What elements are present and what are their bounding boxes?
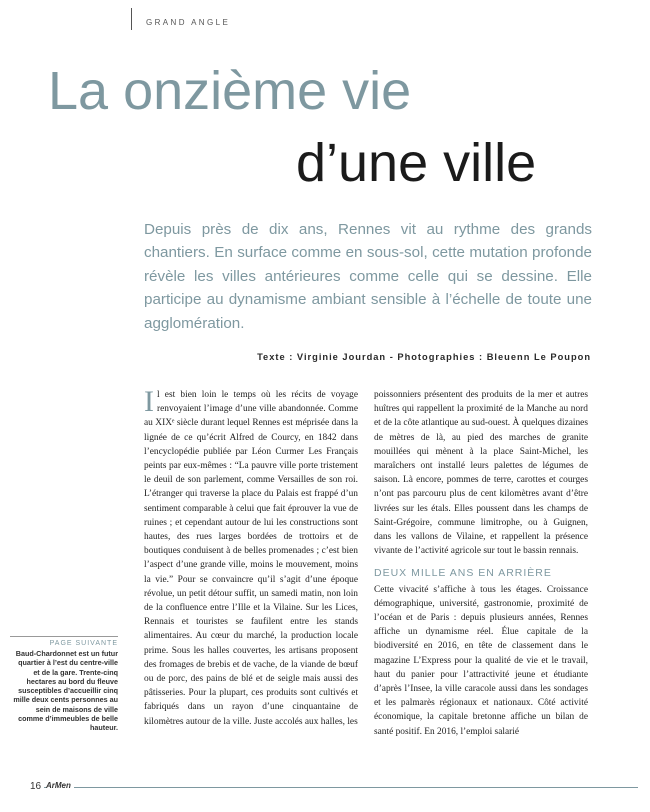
column-2-paragraph-1: poissonniers présentent des produits de la mer et autres huîtres qui rappellent la proximité de la Manche au nord et de la côte atlantique au sud-ouest. À quelques dizaines de mètres de là, au pied des marches de granite mouillées qui mènent à la place Saint-Michel, les maraîchers ont installé leurs palettes de légumes de saison. Là encore, pommes de terre, carottes et courges n’ont pas parcouru plus de cent kilomètres avant d’être livrées sur les étals. Elles poussent dans les champs de Saint-Grégoire, commune limitrophe, ou à Guignen, dans les vallons de Vilaine, et rappellent la présence vivante de l’activité agricole sur tout le bassin rennais.: [374, 390, 588, 557]
article-column-2: [374, 388, 588, 739]
photo-caption-sidebar: [10, 636, 118, 733]
caption-label: PAGE SUIVANTE: [49, 640, 118, 647]
lead-paragraph: Depuis près de dix ans, Rennes vit au rythme des grands chantiers. En surface comme en sous-sol, cette mutation profonde révèle les villes antérieures comme celle qui se dessine. Elle participe au dynamisme ambiant sensible à l’échelle de toute une agglomération.: [144, 221, 592, 332]
section-rubric: GRAND ANGLE: [146, 18, 231, 27]
title-line-1: La onzième vie: [48, 61, 412, 121]
column-2-paragraph-2: Cette vivacité s’affiche à tous les étages. Croissance démographique, université, gastronomie, proximité de l’océan et de Paris : depuis plusieurs années, Rennes affiche un dynamisme réel. Élue capitale de la biodiversité en 2016, en tête de classement dans le magazine L’Express pour la qualité de vie et le travail, haut du panier pour l’attractivité jeune et étudiante d’après l’Insee, la ville caracole aussi dans les sondages et les palmarès régionaux et nationaux. Côté activité économique, la capitale bretonne affiche un bilan de santé positif. En 2016, l’emploi salarié: [374, 584, 588, 737]
title-line-2: d’une ville: [296, 133, 537, 193]
credits: Texte : Virginie Jourdan - Photographies : Bleuenn Le Poupon: [257, 352, 591, 362]
caption-text: Baud-Chardonnet est un futur quartier à l’est du centre-ville et de la gare. Trente-cinq hectares au bord du fleuve susceptibles d’accueillir cinq mille deux cents personnes au sein de maisons de ville comme d’immeubles de belle hauteur.: [13, 649, 118, 733]
magazine-logo: ArMen: [46, 781, 74, 790]
footer-rule: [40, 787, 638, 788]
article-column-1: [144, 385, 358, 729]
page-number: 16: [30, 781, 44, 792]
rubric-rule: [131, 8, 132, 30]
drop-cap: I: [144, 385, 154, 418]
column-1-text: l est bien loin le temps où les récits de voyage renvoyaient l’image d’une ville abandonnée. Comme au XIXᵉ siècle durant lequel Rennes est méprisée dans la lignée de ce qu’écrit Alfred de Courcy, en 1842 dans l’encyclopédie publiée par Léon Curmer Les Français peints par eux-mêmes : “La pauvre ville porte tristement le deuil de son parlement, comme Versailles de son roi. L’étranger qui traverse la place du Palais est frappé d’un sentiment comparable à celui que fait éprouver la vue de ruines ; et cependant autour de lui les constructions sont hautes, des rues larges bordées de trottoirs et de boutiques conduisent à de belles promenades ; c’est bien l’aspect d’une grande ville, moins le mouvement, moins la vie.” Pour se convaincre qu’il s’agit d’une époque révolue, un petit détour suffit, un samedi matin, non loin de la confluence entre l’Ille et la Vilaine. Sur les Lices, Rennais et touristes se faufilent entre les stands alimentaires. Au cœur du marché, la production locale prime. Sous les halles couvertes, les artisans proposent des fromages de brebis et de vache, de la viande de bœuf ou de porc, des pains de blé et de seigle mais aussi des pâtisseries. Pour la plupart, ces produits sont cultivés et fabriqués dans un rayon d’une cinquantaine de kilomètres autour de la ville. Juste accolés aux halles, les: [144, 390, 358, 727]
caption-rule: [10, 636, 118, 637]
subheading: DEUX MILLE ANS EN ARRIÈRE: [374, 567, 552, 580]
